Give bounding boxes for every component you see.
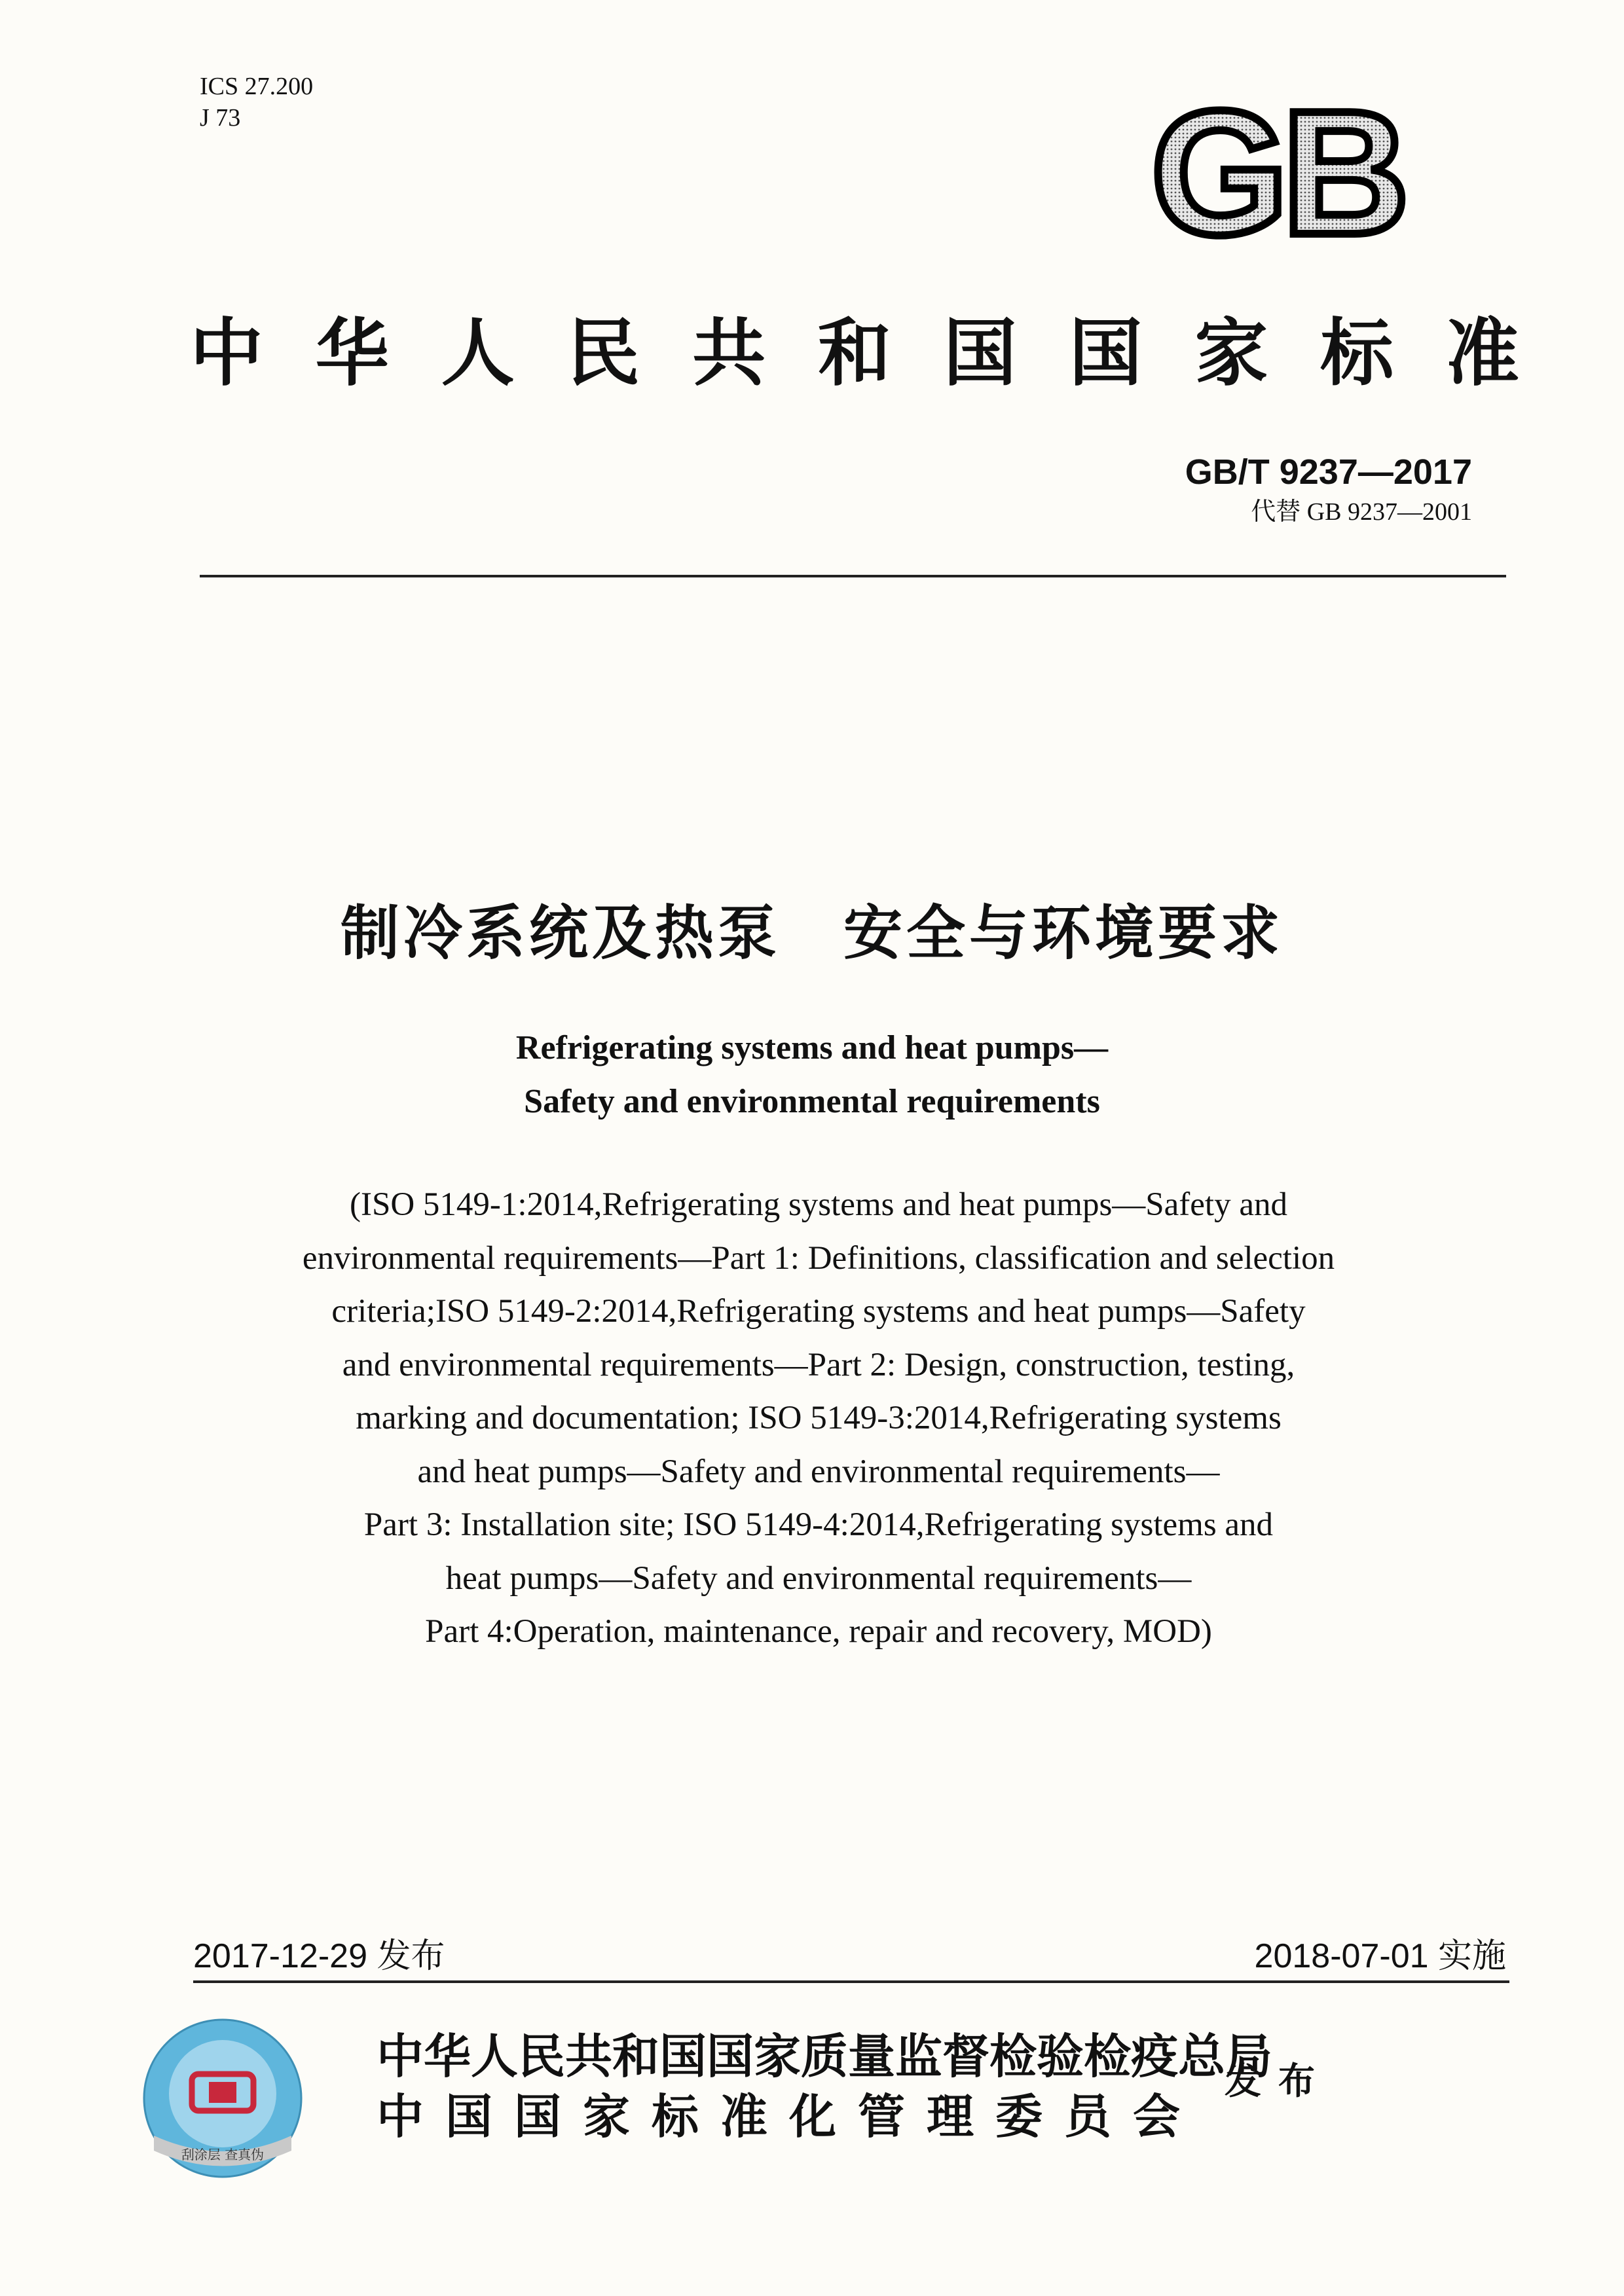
gb-logo-text: GB	[1151, 88, 1403, 259]
anti-counterfeit-sticker	[141, 2016, 304, 2180]
national-title-char: 家	[1194, 310, 1268, 396]
implementation-date: 2018-07-01 实施	[1254, 1937, 1506, 1975]
national-title-char: 共	[692, 310, 766, 396]
issuer-sac: 中国国家标准化管理委员会	[377, 2088, 1202, 2144]
note-line: environmental requirements—Part 1: Definitions, classification and selection	[302, 1239, 1335, 1277]
ics-code: ICS 27.200	[200, 73, 314, 100]
national-title-char: 国	[943, 310, 1017, 396]
document-title-en	[0, 1021, 1624, 1129]
issuing-authorities	[377, 2026, 1272, 2147]
standard-number: GB/T 9237—2017	[1185, 452, 1472, 492]
title-en-line: Safety and environmental requirements	[524, 1083, 1100, 1120]
national-title-char: 人	[441, 310, 515, 396]
ccs-code: J 73	[200, 104, 241, 132]
classification-codes	[200, 71, 313, 134]
national-title-char: 和	[817, 310, 891, 396]
issue-label: 发布	[1225, 2060, 1332, 2103]
note-line: criteria;ISO 5149-2:2014,Refrigerating systems and heat pumps—Safety	[331, 1293, 1306, 1330]
gb-logo	[1107, 88, 1447, 259]
sticker-scratch-label: 刮涂层 查真伪	[181, 2147, 265, 2162]
note-line: marking and documentation; ISO 5149-3:2014,Refrigerating systems	[356, 1400, 1282, 1436]
national-title-char: 标	[1320, 310, 1394, 396]
note-line: heat pumps—Safety and environmental requirements—	[445, 1559, 1192, 1597]
note-line: Part 4:Operation, maintenance, repair and recovery, MOD)	[425, 1613, 1212, 1650]
footer-divider	[193, 1980, 1509, 1983]
iso-equivalence-note	[196, 1178, 1441, 1659]
national-title-char: 华	[315, 310, 389, 396]
national-title-char: 国	[1069, 310, 1143, 396]
replaces-standard: 代替 GB 9237—2001	[1251, 498, 1472, 526]
issuer-aqsiq: 中华人民共和国国家质量监督检验检疫总局	[377, 2028, 1273, 2084]
note-line: and environmental requirements—Part 2: Design, construction, testing,	[342, 1346, 1295, 1383]
header-divider	[200, 575, 1506, 577]
publication-date: 2017-12-29 发布	[193, 1937, 445, 1975]
note-line: (ISO 5149-1:2014,Refrigerating systems and heat pumps—Safety and	[350, 1186, 1287, 1223]
note-line: Part 3: Installation site; ISO 5149-4:2014,Refrigerating systems and	[363, 1506, 1274, 1543]
title-en-line: Refrigerating systems and heat pumps—	[515, 1029, 1109, 1066]
note-line: and heat pumps—Safety and environmental requirements—	[417, 1453, 1220, 1490]
national-title-char: 民	[566, 310, 640, 396]
document-title-zh: 制冷系统及热泵 安全与环境要求	[341, 899, 1283, 968]
national-title-char: 中	[190, 310, 263, 396]
national-standard-title	[190, 308, 1519, 399]
national-title-char: 准	[1445, 310, 1519, 396]
